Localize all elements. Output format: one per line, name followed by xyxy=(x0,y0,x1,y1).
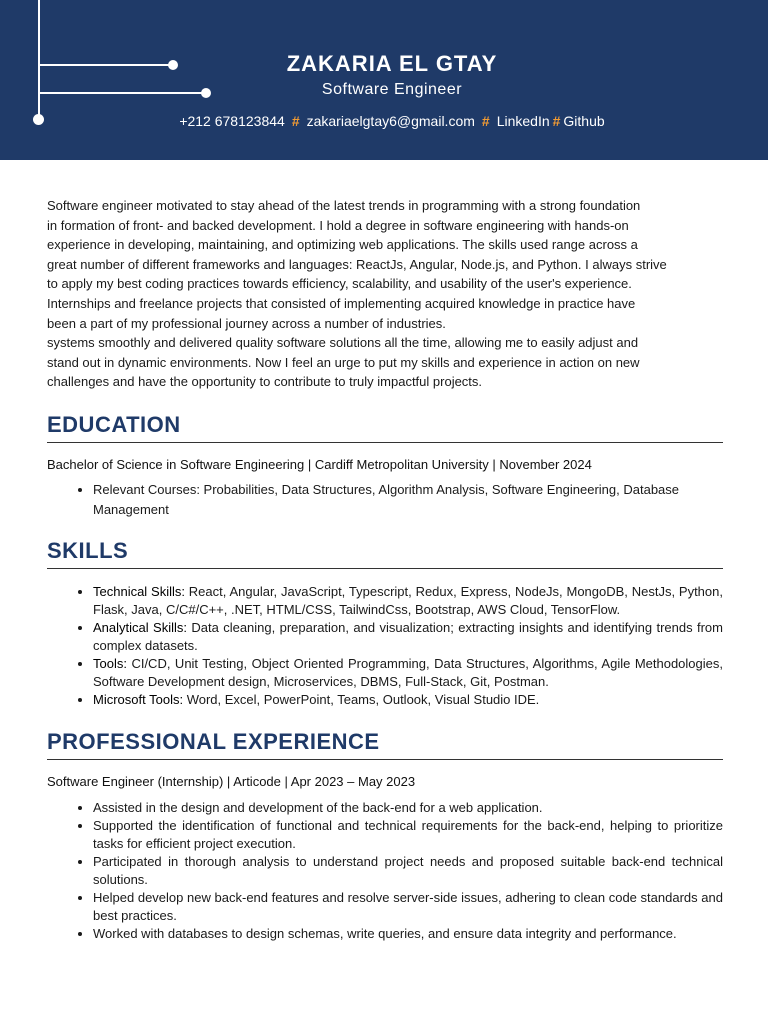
list-item: • Supported the identification of functional and technical requirements for the back-end, helping to prioritize tasks for efficient project execution. xyxy=(93,817,723,853)
degree-line: Bachelor of Science in Software Engineering | Cardiff Metropolitan University | November 2024 xyxy=(47,456,592,472)
summary-line: stand out in dynamic environments. Now I feel an urge to put my skills and experience in action on new xyxy=(47,354,640,370)
summary-line: systems smoothly and delivered quality software solutions all the time, allowing me to easily adjust and xyxy=(47,335,639,351)
separator: # xyxy=(291,113,300,129)
list-item xyxy=(93,619,723,655)
skills-list xyxy=(47,583,723,709)
summary-line: Software engineer motivated to stay ahead of the latest trends in programming with a strong foundation xyxy=(47,198,641,213)
skill-label: Technical Skills: xyxy=(93,583,185,599)
resume-body xyxy=(47,196,723,943)
candidate-name: ZAKARIA EL GTAY xyxy=(286,51,498,76)
skill-text: Word, Excel, PowerPoint, Teams, Outlook, Visual Studio IDE. xyxy=(183,691,540,707)
list-item xyxy=(93,655,723,691)
list-item: • Worked with databases to design schemas, write queries, and ensure data integrity and performance. xyxy=(93,925,723,943)
contact-line xyxy=(0,113,768,129)
linkedin-link[interactable]: LinkedIn xyxy=(496,113,550,129)
list-item: • Helped develop new back-end features and resolve server-side issues, adhering to clean code standards and best practices. xyxy=(93,889,723,925)
job-title-line: Software Engineer (Internship) | Articode | Apr 2023 – May 2023 xyxy=(47,773,416,789)
skill-text: React, Angular, JavaScript, Typescript, Redux, Express, NodeJs, MongoDB, NestJs, Python, Flask, Java, C/C#/C++, .NET, HTML/CSS, TailwindCss, Bootstrap, AWS Cloud, TensorFlow. xyxy=(93,583,723,617)
summary-line: in formation of front- and backed development. I hold a degree in software engineering with hands-on xyxy=(47,217,629,233)
skill-label: Analytical Skills: xyxy=(93,619,187,635)
experience-heading: PROFESSIONAL EXPERIENCE xyxy=(47,729,723,760)
summary-line: experience in developing, maintaining, and optimizing web applications. The skills used range across a xyxy=(47,237,638,253)
list-item xyxy=(93,691,723,709)
skill-text: CI/CD, Unit Testing, Object Oriented Programming, Data Structures, Algorithms, Agile Methodologies, Software Development design, Microservices, DBMS, Full-Stack, Git, Postman. xyxy=(93,655,723,689)
phone-number: +212 678123844 xyxy=(179,113,285,129)
summary-line: challenges and have the opportunity to contribute to truly impactful projects. xyxy=(47,374,483,390)
summary-line: great number of different frameworks and languages: ReactJs, Angular, Node.js, and Python. I always strive xyxy=(47,256,667,272)
professional-summary xyxy=(47,196,723,392)
list-item: • Relevant Courses: Probabilities, Data Structures, Algorithm Analysis, Software Engineering, Database Management xyxy=(93,480,723,520)
list-item xyxy=(93,583,723,619)
summary-line: been a part of my professional journey across a number of industries. xyxy=(47,315,446,331)
education-list xyxy=(47,480,723,520)
resume-header xyxy=(0,0,768,160)
education-heading: EDUCATION xyxy=(47,412,723,443)
skills-heading: SKILLS xyxy=(47,538,723,569)
summary-line: Internships and freelance projects that consisted of implementing acquired knowledge in practice have xyxy=(47,295,636,311)
email-link[interactable]: zakariaelgtay6@gmail.com xyxy=(306,113,475,129)
skill-text: Data cleaning, preparation, and visualization; extracting insights and identifying trends from complex datasets. xyxy=(93,619,723,653)
candidate-role: Software Engineer xyxy=(321,81,463,98)
list-item: • Assisted in the design and development of the back-end for a web application. xyxy=(93,799,723,817)
summary-line: to apply my best coding practices towards efficiency, scalability, and usability of the user's experience. xyxy=(47,276,632,292)
list-item: • Participated in thorough analysis to understand project needs and proposed suitable back-end technical solutions. xyxy=(93,853,723,889)
separator: # xyxy=(552,113,561,129)
github-link[interactable]: Github xyxy=(563,113,605,129)
experience-list xyxy=(47,799,723,943)
skill-label: Microsoft Tools: xyxy=(93,691,184,707)
skill-label: Tools: xyxy=(93,655,127,671)
separator: # xyxy=(481,113,490,129)
